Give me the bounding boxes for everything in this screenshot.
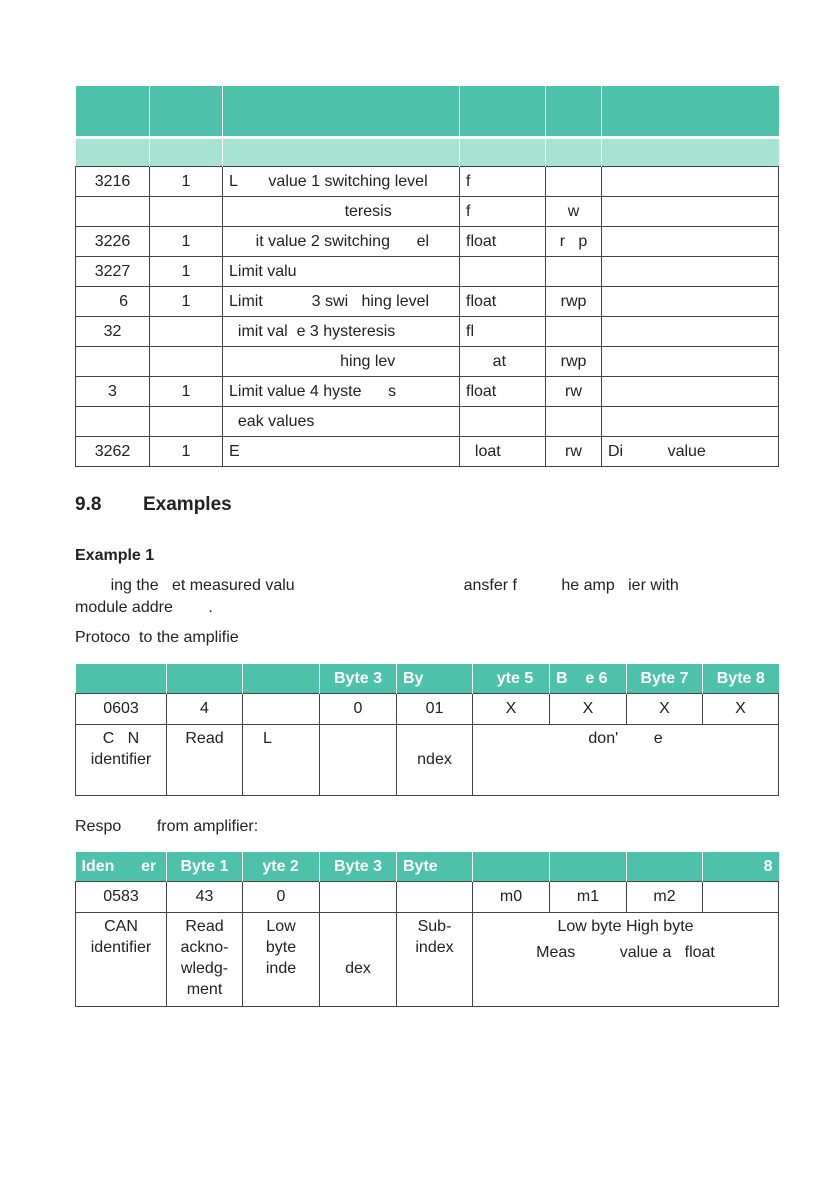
table-cell: rwp (546, 347, 602, 377)
table-cell (150, 197, 223, 227)
table-cell: L value 1 switching level (223, 167, 460, 197)
table-cell: eak values (223, 407, 460, 437)
table-cell: 1 (150, 437, 223, 467)
value-cell: X (550, 694, 627, 725)
table-cell (602, 227, 779, 257)
table-header-row (76, 86, 779, 138)
table-row (76, 287, 779, 317)
table-cell (602, 407, 779, 437)
header-cell: By (397, 664, 473, 694)
protocol-label: Protoco to the amplifie (75, 629, 239, 646)
table-cell: 3216 (76, 167, 150, 197)
desc-subindex: ndex (397, 725, 473, 796)
header-cell (550, 852, 627, 882)
header-cell (243, 664, 320, 694)
value-cell: m2 (627, 882, 703, 913)
table-row (76, 167, 779, 197)
table-cell: 1 (150, 287, 223, 317)
table-cell (602, 377, 779, 407)
header-cell (627, 852, 703, 882)
section-heading (75, 494, 232, 516)
table-row (76, 257, 779, 287)
table-cell: f (460, 197, 546, 227)
desc-measured-value (473, 913, 779, 1007)
table-cell (602, 347, 779, 377)
desc-index (320, 725, 397, 796)
table-cell (76, 407, 150, 437)
header-cell: Byte 1 (167, 852, 243, 882)
header-cell: Byte 3 (320, 852, 397, 882)
table-cell: E (223, 437, 460, 467)
desc-read-acknowledgment: Read ackno- wledg- ment (167, 913, 243, 1007)
table-row (76, 437, 779, 467)
header-cell: B e 6 (550, 664, 627, 694)
header-cell: yte 2 (243, 852, 320, 882)
table-cell: 1 (150, 257, 223, 287)
table-cell: Limit valu (223, 257, 460, 287)
desc-can-identifier: C N identifier (76, 725, 167, 796)
table-cell: teresis (223, 197, 460, 227)
value-cell: 01 (397, 694, 473, 725)
table-cell (546, 257, 602, 287)
parameter-table-body (76, 86, 779, 467)
table-cell: r p (546, 227, 602, 257)
desc-byte-order: Low byte High byte (557, 918, 694, 935)
table-row (76, 197, 779, 227)
value-cell (703, 882, 779, 913)
value-cell: 43 (167, 882, 243, 913)
table-cell: Limit 3 swi hing level (223, 287, 460, 317)
table-cell: hing lev (223, 347, 460, 377)
table-cell (602, 257, 779, 287)
example-text-line-2: module addre . (75, 599, 213, 616)
table-cell: 3227 (76, 257, 150, 287)
table-cell: 1 (150, 227, 223, 257)
header-cell (167, 664, 243, 694)
value-cell: 0 (243, 882, 320, 913)
value-cell: 4 (167, 694, 243, 725)
table-cell (460, 257, 546, 287)
desc-index: dex (320, 913, 397, 1007)
table-cell: at (460, 347, 546, 377)
table-cell (546, 167, 602, 197)
table-cell: float (460, 377, 546, 407)
response-values-row (76, 882, 779, 913)
table-cell (546, 407, 602, 437)
value-cell: 0603 (76, 694, 167, 725)
value-cell (243, 694, 320, 725)
request-description-row (76, 725, 779, 796)
table-cell: loat (460, 437, 546, 467)
table-cell: it value 2 switching el (223, 227, 460, 257)
table-cell: Di value (602, 437, 779, 467)
desc-float-value: Meas value a float (536, 944, 715, 961)
header-cell: Iden er (76, 852, 167, 882)
table-cell (76, 347, 150, 377)
table-cell: 3226 (76, 227, 150, 257)
response-description-row (76, 913, 779, 1007)
desc-can-identifier: CAN identifier (76, 913, 167, 1007)
parameter-table (75, 86, 779, 467)
value-cell: m0 (473, 882, 550, 913)
table-cell: w (546, 197, 602, 227)
header-cell (473, 852, 550, 882)
value-cell: m1 (550, 882, 627, 913)
desc-low-byte: L (243, 725, 320, 796)
table-cell: f (460, 167, 546, 197)
table-row (76, 347, 779, 377)
desc-subindex: Sub- index (397, 913, 473, 1007)
header-cell: Byte 7 (627, 664, 703, 694)
table-cell (602, 317, 779, 347)
desc-data-bytes: don' e (473, 725, 779, 796)
table-cell (602, 167, 779, 197)
example-heading: Example 1 (75, 547, 155, 564)
section-title: Examples (143, 494, 232, 515)
header-cell: Byte (397, 852, 473, 882)
response-header-row (76, 852, 779, 882)
table-cell: Limit value 4 hyste s (223, 377, 460, 407)
table-cell (460, 407, 546, 437)
section-number: 9.8 (75, 494, 102, 515)
example-text-line-1: ing the et measured valu ansfer f he amp ier with (75, 577, 679, 594)
table-cell: 1 (150, 377, 223, 407)
table-cell: rwp (546, 287, 602, 317)
header-cell: Byte 3 (320, 664, 397, 694)
request-table (75, 664, 779, 796)
table-cell: 3 (76, 377, 150, 407)
response-label: Respo from amplifier: (75, 818, 259, 835)
table-cell (150, 407, 223, 437)
table-cell: float (460, 287, 546, 317)
table-cell: 1 (150, 167, 223, 197)
value-cell (397, 882, 473, 913)
table-cell: fl (460, 317, 546, 347)
request-values-row (76, 694, 779, 725)
header-cell: yte 5 (473, 664, 550, 694)
table-cell: rw (546, 437, 602, 467)
desc-low-byte-index: Low byte inde (243, 913, 320, 1007)
table-cell: 32 (76, 317, 150, 347)
header-cell: 8 (703, 852, 779, 882)
table-row (76, 407, 779, 437)
header-cell: Byte 8 (703, 664, 779, 694)
table-row (76, 317, 779, 347)
table-subheader-row (76, 138, 779, 167)
desc-read: Read (167, 725, 243, 796)
table-cell: float (460, 227, 546, 257)
value-cell (320, 882, 397, 913)
response-table (75, 852, 779, 1007)
value-cell: X (473, 694, 550, 725)
value-cell: X (703, 694, 779, 725)
table-cell (546, 317, 602, 347)
table-cell (602, 287, 779, 317)
value-cell: 0583 (76, 882, 167, 913)
value-cell: 0 (320, 694, 397, 725)
table-cell (150, 347, 223, 377)
request-header-row (76, 664, 779, 694)
table-cell: rw (546, 377, 602, 407)
table-cell: imit val e 3 hysteresis (223, 317, 460, 347)
table-cell: 6 (76, 287, 150, 317)
table-cell (76, 197, 150, 227)
table-cell: 3262 (76, 437, 150, 467)
header-cell (76, 664, 167, 694)
table-row (76, 227, 779, 257)
value-cell: X (627, 694, 703, 725)
table-cell (602, 197, 779, 227)
table-row (76, 377, 779, 407)
table-cell (150, 317, 223, 347)
